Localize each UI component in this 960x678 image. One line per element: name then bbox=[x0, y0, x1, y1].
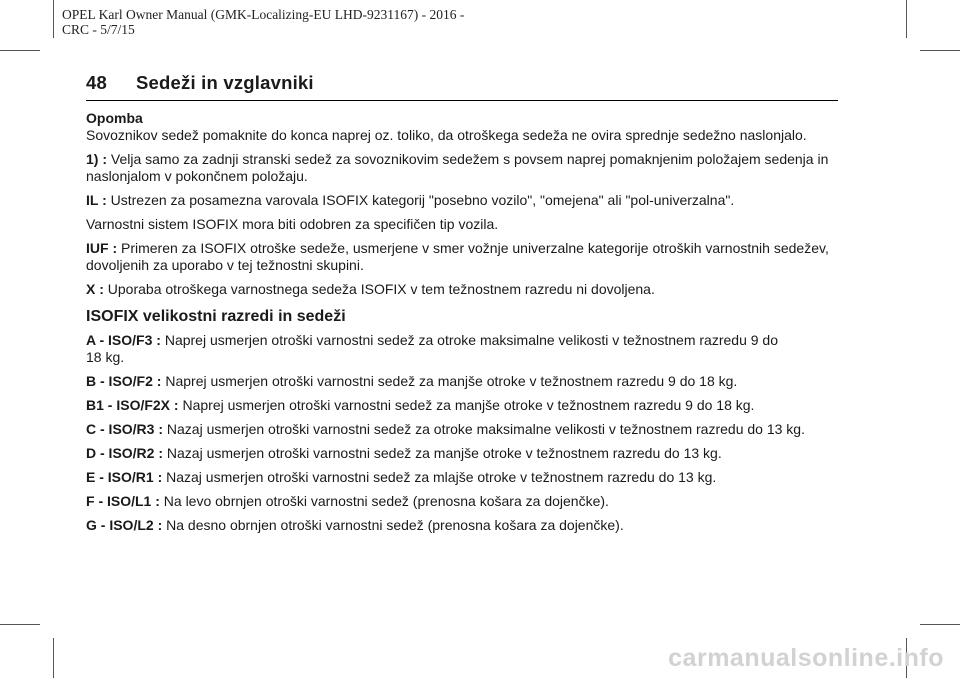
legend-key: X : bbox=[86, 281, 104, 297]
page-header bbox=[86, 72, 838, 101]
note-title: Opomba bbox=[86, 110, 143, 126]
size-class-item bbox=[86, 421, 846, 438]
section-heading: ISOFIX velikostni razredi in sedeži bbox=[86, 308, 346, 325]
size-class-key: G - ISO/L2 : bbox=[86, 517, 163, 533]
crop-mark bbox=[0, 50, 40, 51]
size-class-key: C - ISO/R3 : bbox=[86, 421, 164, 437]
crop-mark bbox=[906, 0, 907, 38]
page-number: 48 bbox=[86, 72, 107, 93]
legend-item bbox=[86, 151, 846, 185]
size-class-text: Nazaj usmerjen otroški varnostni sedež za mlajše otroke v težnostnem razredu do 13 kg. bbox=[166, 469, 717, 485]
legend-text: Ustrezen za posamezna varovala ISOFIX kategorij "posebno vozilo", "omejena" ali "pol-univerzalna". bbox=[110, 192, 735, 208]
legend-item bbox=[86, 216, 846, 233]
size-class-item bbox=[86, 517, 846, 534]
size-class-text: Naprej usmerjen otroški varnostni sedež za otroke maksimalne velikosti v težnostnem razredu 9 do 18 kg. bbox=[86, 332, 778, 365]
size-class-text: Nazaj usmerjen otroški varnostni sedež za otroke maksimalne velikosti v težnostnem razredu do 13 kg. bbox=[166, 421, 805, 437]
size-class-item bbox=[86, 445, 846, 462]
size-class-text: Naprej usmerjen otroški varnostni sedež za manjše otroke v težnostnem razredu 9 do 18 kg. bbox=[182, 397, 755, 413]
legend-text: Varnostni sistem ISOFIX mora biti odobren za specifičen tip vozila. bbox=[86, 216, 499, 232]
document-info: OPEL Karl Owner Manual (GMK-Localizing-EU LHD-9231167) - 2016 - CRC - 5/7/15 bbox=[62, 7, 465, 37]
legend-key: IUF : bbox=[86, 240, 118, 256]
size-class-text: Na levo obrnjen otroški varnostni sedež (prenosna košara za dojenčke). bbox=[163, 493, 609, 509]
page-title: Sedeži in vzglavniki bbox=[136, 72, 314, 93]
note-text: Sovoznikov sedež pomaknite do konca naprej oz. toliko, da otroškega sedeža ne ovira sprednje sedežno naslonjalo. bbox=[86, 127, 807, 143]
size-class-key: B - ISO/F2 : bbox=[86, 373, 162, 389]
page-content bbox=[86, 110, 846, 541]
size-class-text: Nazaj usmerjen otroški varnostni sedež za manjše otroke v težnostnem razredu do 13 kg. bbox=[166, 445, 722, 461]
size-class-item bbox=[86, 469, 846, 486]
legend-text: Primeren za ISOFIX otroške sedeže, usmerjene v smer vožnje univerzalne kategorije otroških varnostnih sedežev, dovoljenih za uporabo v tej težnostni skupini. bbox=[86, 240, 829, 273]
size-class-item bbox=[86, 493, 846, 510]
size-class-key: F - ISO/L1 : bbox=[86, 493, 160, 509]
crop-mark bbox=[53, 638, 54, 678]
size-class-item bbox=[86, 332, 846, 366]
legend-key: 1) : bbox=[86, 151, 107, 167]
crop-mark bbox=[920, 50, 960, 51]
size-class-item bbox=[86, 397, 846, 414]
crop-mark bbox=[53, 0, 54, 38]
legend-text: Uporaba otroškega varnostnega sedeža ISOFIX v tem težnostnem razredu ni dovoljena. bbox=[107, 281, 655, 297]
legend-item bbox=[86, 192, 846, 209]
size-class-text: Na desno obrnjen otroški varnostni sedež (prenosna košara za dojenčke). bbox=[166, 517, 624, 533]
crop-mark bbox=[0, 624, 40, 625]
size-class-key: D - ISO/R2 : bbox=[86, 445, 164, 461]
legend-text: Velja samo za zadnji stranski sedež za sovoznikovim sedežem s povsem naprej pomaknjenim položajem sedenja in naslonjalom v pokončnem položaju. bbox=[86, 151, 829, 184]
legend-key: IL : bbox=[86, 192, 107, 208]
size-class-key: B1 - ISO/F2X : bbox=[86, 397, 179, 413]
legend-item bbox=[86, 240, 846, 274]
size-class-key: E - ISO/R1 : bbox=[86, 469, 163, 485]
legend-item bbox=[86, 281, 846, 298]
crop-mark bbox=[920, 624, 960, 625]
watermark-logo: carmanualsonline.info bbox=[668, 644, 944, 672]
size-class-text: Naprej usmerjen otroški varnostni sedež za manjše otroke v težnostnem razredu 9 do 18 kg. bbox=[165, 373, 738, 389]
size-class-key: A - ISO/F3 : bbox=[86, 332, 161, 348]
size-class-item bbox=[86, 373, 846, 390]
